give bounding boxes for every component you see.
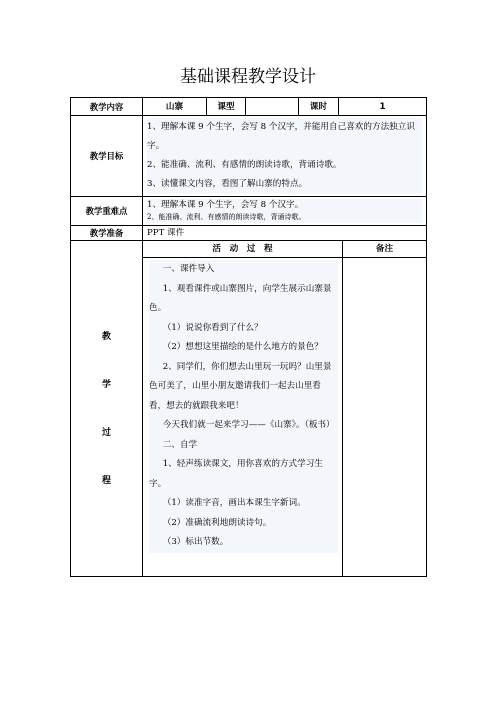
activity-line-2: 1、观看课件或山寨图片，向学生展示山寨景色。 bbox=[149, 283, 332, 313]
notes-content bbox=[343, 258, 427, 577]
key-point-item-2: 2、能准确、流利、有感情的朗读诗歌，背诵诗歌。 bbox=[147, 212, 422, 223]
lesson-plan-table bbox=[70, 97, 427, 577]
key-points-content bbox=[143, 197, 427, 226]
activity-line-6: 今天我们就一起来学习——《山寨》。（板书） bbox=[162, 420, 335, 430]
activity-line-7: 二、自学 bbox=[162, 439, 198, 450]
activity-line-1: 一、课件导入 bbox=[162, 264, 215, 274]
process-label bbox=[71, 241, 143, 577]
goals-row bbox=[71, 116, 427, 197]
activity-content bbox=[143, 258, 343, 577]
period-label: 课时 bbox=[299, 98, 339, 116]
goals-content bbox=[143, 116, 427, 197]
period-value: 1 bbox=[339, 98, 427, 116]
key-points-row bbox=[71, 197, 427, 226]
key-points-label: 教学重难点 bbox=[71, 197, 143, 226]
process-label-char-3: 过 bbox=[101, 427, 111, 438]
activity-line-10: （2）准确流利地朗读诗句。 bbox=[162, 517, 272, 528]
process-label-char-2: 学 bbox=[101, 379, 111, 390]
notes-header: 备注 bbox=[343, 241, 427, 258]
activity-line-5: 2、同学们，你们想去山里玩一玩吗？山里景色可美了，山里小朋友邀请我们一起去山里看看，想去的就跟我来吧！ bbox=[149, 361, 332, 411]
goal-item-1: 1、理解本课 9 个生字，会写 8 个汉字，并能用自己喜欢的方法独立识字。 bbox=[147, 118, 422, 156]
activity-line-8: 1、轻声练读课文，用你喜欢的方式学习生字。 bbox=[149, 459, 323, 489]
header-row bbox=[71, 98, 427, 116]
goal-item-2: 2、能准确、流利、有感情的朗读诗歌，背诵诗歌。 bbox=[147, 156, 422, 175]
activity-line-11: （3）标出节数。 bbox=[162, 537, 229, 547]
content-label: 教学内容 bbox=[71, 98, 143, 116]
process-label-char-1: 教 bbox=[101, 331, 111, 342]
type-label: 课型 bbox=[207, 98, 246, 116]
key-point-item-1: 1、理解本课 9 个生字，会写 8 个汉字。 bbox=[147, 199, 422, 212]
goals-label: 教学目标 bbox=[71, 116, 143, 197]
process-header-row bbox=[71, 241, 427, 258]
activity-header: 活 动 过 程 bbox=[143, 241, 343, 258]
goal-item-3: 3、读懂课文内容，看图了解山寨的特点。 bbox=[147, 175, 422, 194]
type-value bbox=[246, 98, 299, 116]
activity-line-9: （1）读准字音，画出本课生字新词。 bbox=[162, 498, 306, 508]
prep-label: 教学准备 bbox=[71, 226, 143, 241]
prep-row bbox=[71, 226, 427, 241]
prep-value: PPT 课件 bbox=[143, 226, 427, 241]
content-value: 山寨 bbox=[143, 98, 207, 116]
activity-line-3: （1）说说你看到了什么？ bbox=[162, 322, 263, 333]
activity-line-4: （2）想想这里描绘的是什么地方的景色？ bbox=[162, 342, 323, 352]
process-label-char-4: 程 bbox=[101, 475, 111, 486]
page-title: 基础课程教学设计 bbox=[180, 67, 316, 87]
